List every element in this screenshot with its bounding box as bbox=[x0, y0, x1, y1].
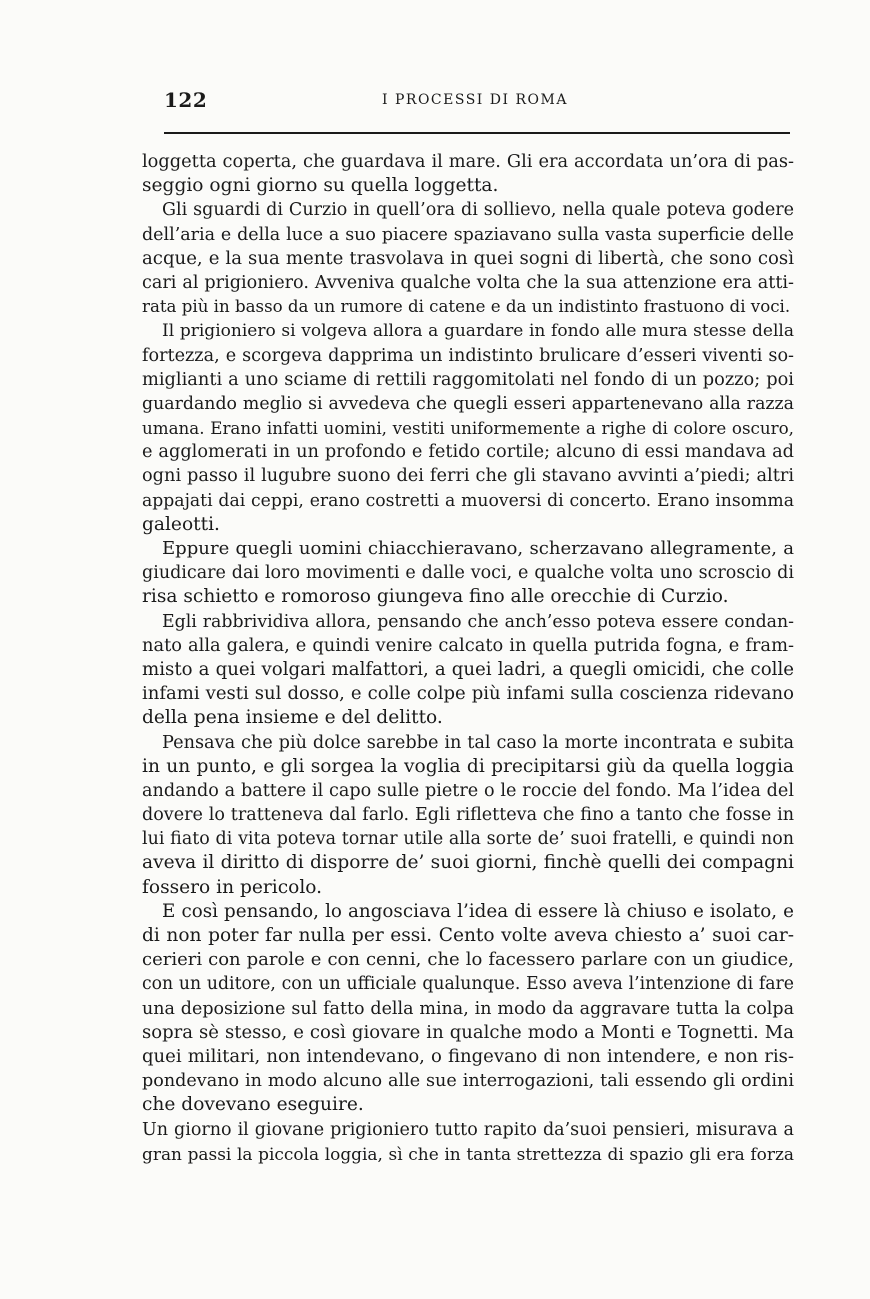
text-line: dovere lo tratteneva dal farlo. Egli rifletteva che fino a tanto che fosse in bbox=[142, 805, 794, 826]
text-line: fortezza, e scorgeva dapprima un indistinto brulicare d’esseri viventi so- bbox=[142, 345, 794, 366]
body-text bbox=[142, 150, 794, 1166]
text-line: giudicare dai loro movimenti e dalle voci, e qualche volta uno scroscio di bbox=[142, 563, 794, 584]
text-line: fossero in pericolo. bbox=[142, 876, 323, 898]
text-line: Eppure quegli uomini chiacchieravano, scherzavano allegramente, a bbox=[162, 538, 794, 559]
text-line: aveva il diritto di disporre de’ suoi giorni, finchè quelli dei compagni bbox=[142, 852, 794, 874]
text-line: acque, e la sua mente trasvolava in quei sogni di libertà, che sono così bbox=[142, 247, 794, 269]
running-head bbox=[164, 88, 790, 118]
text-line: sopra sè stesso, e così giovare in qualche modo a Monti e Tognetti. Ma bbox=[142, 1021, 794, 1043]
text-line: seggio ogni giorno su quella loggetta. bbox=[142, 175, 499, 197]
text-line: andando a battere il capo sulle pietre o le roccie del fondo. Ma l’idea del bbox=[142, 780, 794, 801]
text-line: ogni passo il lugubre suono dei ferri che gli stavano avvinti a’piedi; altri bbox=[142, 466, 794, 487]
text-line: umana. Erano infatti uomini, vestiti uniformemente a righe di colore oscuro, bbox=[142, 418, 794, 439]
text-line: misto a quei volgari malfattori, a quei ladri, a quegli omicidi, che colle bbox=[142, 658, 794, 680]
running-title: I PROCESSI DI ROMA bbox=[382, 92, 568, 108]
text-line: della pena insieme e del delitto. bbox=[142, 707, 443, 729]
text-line: Pensava che più dolce sarebbe in tal caso la morte incontrata e subita bbox=[162, 732, 794, 753]
text-line: di non poter far nulla per essi. Cento volte aveva chiesto a’ suoi car- bbox=[142, 925, 794, 946]
text-line: miglianti a uno sciame di rettili raggomitolati nel fondo di un pozzo; poi bbox=[142, 368, 794, 390]
header-rule bbox=[164, 132, 790, 134]
page-number: 122 bbox=[164, 88, 208, 112]
text-line: pondevano in modo alcuno alle sue interrogazioni, tali essendo gli ordini bbox=[142, 1071, 794, 1092]
text-line: cerieri con parole e con cenni, che lo facessero parlare con un giudice, bbox=[142, 949, 794, 971]
text-line: risa schietto e romoroso giungeva fino alle orecchie di Curzio. bbox=[142, 586, 729, 608]
text-line: appajati dai ceppi, erano costretti a muoversi di concerto. Erano insomma bbox=[142, 490, 794, 511]
text-line: una deposizione sul fatto della mina, in modo da aggravare tutta la colpa bbox=[142, 998, 794, 1019]
text-line: e agglomerati in un profondo e fetido cortile; alcuno di essi mandava ad bbox=[142, 442, 794, 463]
text-line: galeotti. bbox=[142, 513, 220, 535]
text-line: in un punto, e gli sorgea la voglia di precipitarsi giù da quella loggia bbox=[142, 755, 794, 777]
text-line: dell’aria e della luce a suo piacere spaziavano sulla vasta superficie delle bbox=[142, 224, 794, 245]
text-line: Gli sguardi di Curzio in quell’ora di sollievo, nella quale poteva godere bbox=[162, 200, 794, 221]
text-line: quei militari, non intendevano, o fingevano di non intendere, e non ris- bbox=[142, 1045, 794, 1067]
text-line: cari al prigioniero. Avveniva qualche volta che la sua attenzione era atti- bbox=[142, 272, 794, 293]
text-line: nato alla galera, e quindi venire calcato in quella putrida fogna, e fram- bbox=[142, 634, 794, 656]
text-line: rata più in basso da un rumore di catene e da un indistinto frastuono di voci. bbox=[142, 297, 791, 317]
text-line: infami vesti sul dosso, e colle colpe più infami sulla coscienza ridevano bbox=[142, 683, 794, 705]
text-line: con un uditore, con un ufficiale qualunque. Esso aveva l’intenzione di fare bbox=[142, 974, 794, 995]
text-line: guardando meglio si avvedeva che quegli esseri appartenevano alla razza bbox=[142, 393, 794, 414]
text-line: lui fiato di vita poteva tornar utile alla sorte de’ suoi fratelli, e quindi non bbox=[142, 829, 794, 850]
text-line: loggetta coperta, che guardava il mare. Gli era accordata un’ora di pas- bbox=[142, 151, 794, 172]
text-line: E così pensando, lo angosciava l’idea di essere là chiuso e isolato, e bbox=[162, 900, 794, 922]
text-line: gran passi la piccola loggia, sì che in tanta strettezza di spazio gli era forza bbox=[142, 1143, 794, 1164]
text-line: che dovevano eseguire. bbox=[142, 1094, 364, 1116]
text-line: Egli rabbrividiva allora, pensando che anch’esso poteva essere condan- bbox=[162, 611, 794, 632]
text-line: Il prigioniero si volgeva allora a guardare in fondo alle mura stesse della bbox=[162, 321, 794, 342]
text-line: Un giorno il giovane prigioniero tutto rapito da’suoi pensieri, misurava a bbox=[142, 1119, 794, 1140]
